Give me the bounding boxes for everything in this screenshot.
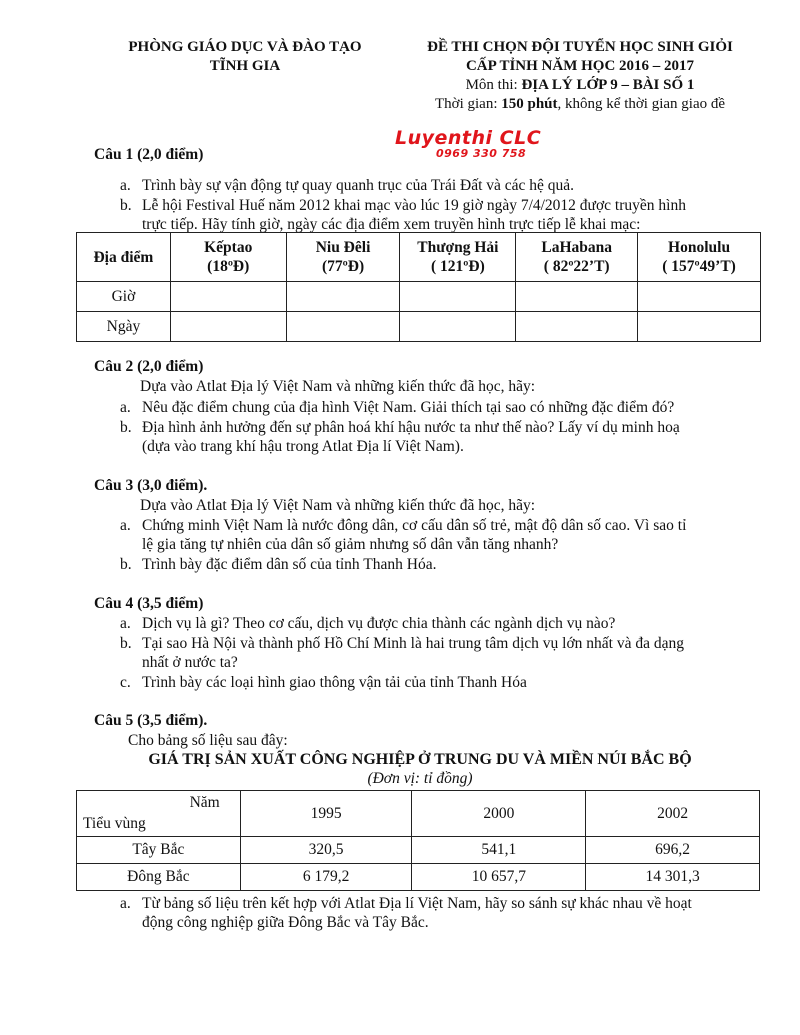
region-name: Đông Bắc — [77, 864, 241, 891]
year-header: 1995 — [240, 791, 412, 837]
q4-title: Câu 4 (3,5 điểm) — [94, 595, 204, 612]
value-cell: 320,5 — [240, 837, 412, 864]
q5-title: Câu 5 (3,5 điểm). — [94, 712, 208, 729]
corner-year-label: Năm — [189, 794, 220, 811]
year-header: 2002 — [586, 791, 760, 837]
value-cell: 14 301,3 — [586, 864, 760, 891]
col-header: Thượng Hải ( 121ºĐ) — [400, 233, 516, 282]
department-header — [95, 38, 395, 76]
q3-title: Câu 3 (3,0 điểm). — [94, 477, 208, 494]
department-name: PHÒNG GIÁO DỤC VÀ ĐÀO TẠO — [128, 39, 362, 55]
corner-region-label: Tiểu vùng — [83, 815, 146, 832]
luyenthi-logo: Luyenthi CLC — [395, 127, 542, 149]
region-name: Tây Bắc — [77, 837, 241, 864]
col-header: Kếptao (18ºĐ) — [170, 233, 286, 282]
col-location-header: Địa điểm — [77, 233, 171, 282]
row-label-hour: Giờ — [77, 282, 171, 312]
value-cell: 10 657,7 — [412, 864, 586, 891]
table-row — [77, 837, 760, 864]
table-row — [77, 282, 761, 312]
luyenthi-phone: 0969 330 758 — [436, 147, 527, 160]
time-table — [76, 232, 761, 342]
year-header: 2000 — [412, 791, 586, 837]
q5-intro: Cho bảng số liệu sau đây: — [128, 732, 288, 749]
value-cell: 6 179,2 — [240, 864, 412, 891]
table-row — [77, 312, 761, 342]
q2-title: Câu 2 (2,0 điểm) — [94, 358, 204, 375]
col-header: LaHabana ( 82º22’T) — [516, 233, 638, 282]
district-name: TĨNH GIA — [209, 58, 281, 74]
value-cell: 696,2 — [586, 837, 760, 864]
industry-table — [76, 790, 760, 891]
col-header: Niu Đêli (77ºĐ) — [286, 233, 400, 282]
exam-header — [385, 38, 775, 114]
q1-title: Câu 1 (2,0 điểm) — [94, 146, 204, 163]
exam-title: ĐỀ THI CHỌN ĐỘI TUYỂN HỌC SINH GIỎI — [427, 39, 733, 55]
value-cell: 541,1 — [412, 837, 586, 864]
table-row — [77, 864, 760, 891]
exam-time: Thời gian: 150 phút, không kể thời gian giao đề — [434, 96, 726, 112]
row-label-day: Ngày — [77, 312, 171, 342]
corner-cell — [77, 791, 241, 837]
exam-subject: Môn thi: ĐỊA LÝ LỚP 9 – BÀI SỐ 1 — [465, 77, 695, 93]
q5-unit: (Đơn vị: tỉ đồng) — [367, 770, 473, 787]
q2-intro: Dựa vào Atlat Địa lý Việt Nam và những kiến thức đã học, hãy: — [140, 378, 536, 395]
col-header: Honolulu ( 157º49’T) — [638, 233, 761, 282]
q5-table-title: GIÁ TRỊ SẢN XUẤT CÔNG NGHIỆP Ở TRUNG DU VÀ MIỀN NÚI BẮC BỘ — [148, 751, 692, 768]
q3-intro: Dựa vào Atlat Địa lý Việt Nam và những kiến thức đã học, hãy: — [140, 497, 536, 514]
exam-year: CẤP TỈNH NĂM HỌC 2016 – 2017 — [465, 58, 695, 74]
